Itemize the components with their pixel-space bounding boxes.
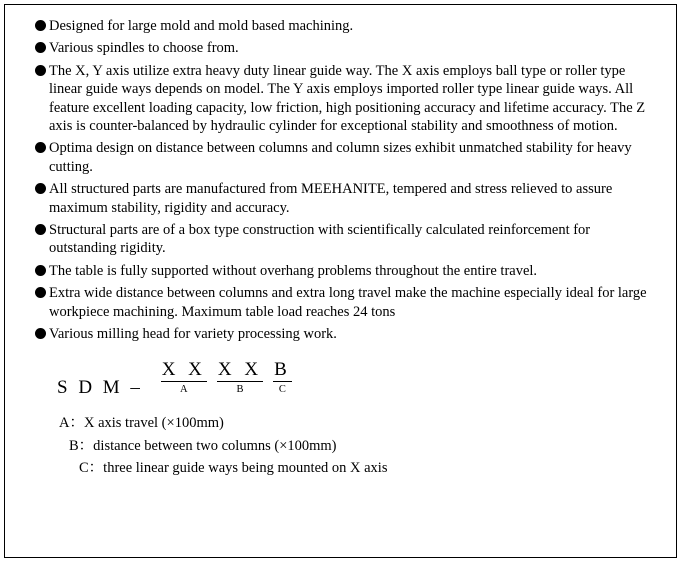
model-code-segment-b xyxy=(217,360,263,396)
list-item xyxy=(35,139,655,176)
document-content xyxy=(35,17,655,480)
feature-bullet-list xyxy=(35,17,655,344)
list-item xyxy=(35,221,655,258)
bullet-dot-icon xyxy=(35,328,46,339)
list-item-text: Various spindles to choose from. xyxy=(49,40,239,57)
model-code-segment-b-chars: X X xyxy=(217,360,263,383)
model-code-prefix: S D M – xyxy=(57,376,151,398)
model-code-line xyxy=(57,360,655,399)
legend-line-b: B：distance between two columns (×100mm) xyxy=(69,437,337,454)
model-code-segment-c-chars: B xyxy=(273,360,292,383)
list-item-text: All structured parts are manufactured from MEEHANITE, tempered and stress relieved to assure maximum stability, rigidity and accuracy. xyxy=(49,181,613,216)
bullet-dot-icon xyxy=(35,287,46,298)
model-code-legend xyxy=(59,412,655,479)
list-item-text: Various milling head for variety processing work. xyxy=(49,326,337,343)
list-item xyxy=(35,325,655,343)
list-item-text: Designed for large mold and mold based machining. xyxy=(49,18,354,34)
bullet-dot-icon xyxy=(35,20,46,31)
bullet-dot-icon xyxy=(35,42,46,53)
list-item-text: Optima design on distance between columns and column sizes exhibit unmatched stability for heavy cutting. xyxy=(49,140,632,175)
model-code-segment-a-chars: X X xyxy=(161,360,207,383)
bullet-dot-icon xyxy=(35,224,46,235)
model-code-segment-b-label: B xyxy=(236,384,244,396)
bullet-dot-icon xyxy=(35,183,46,194)
list-item xyxy=(35,17,655,35)
list-item-text: Extra wide distance between columns and extra long travel make the machine especially ideal for large workpiece machining. Maximum table load reaches 24 tons xyxy=(49,285,647,320)
list-item-text: Structural parts are of a box type construction with scientifically calculated reinforcement for outstanding rigidity. xyxy=(49,222,591,257)
bullet-dot-icon xyxy=(35,265,46,276)
model-code-segment-a xyxy=(161,360,207,396)
list-item xyxy=(35,180,655,217)
bullet-dot-icon xyxy=(35,65,46,76)
list-item xyxy=(35,39,655,57)
model-code-segment-c xyxy=(273,360,292,396)
legend-line-a: A：X axis travel (×100mm) xyxy=(59,415,224,432)
list-item-text: The X, Y axis utilize extra heavy duty linear guide way. The X axis employs ball type or roller type linear guide ways depends on model. The Y axis employs imported roller type linear guide ways. All feature excellent loading capacity, low friction, high positioning accuracy and lifetime accuracy. The Z axis is counter-balanced by hydraulic cylinder for exceptional stability and smoothness of motion. xyxy=(49,62,646,135)
model-code-block xyxy=(57,360,655,399)
bullet-dot-icon xyxy=(35,142,46,153)
model-code-segment-c-label: C xyxy=(278,384,286,396)
list-item xyxy=(35,284,655,321)
list-item-text: The table is fully supported without overhang problems throughout the entire travel. xyxy=(49,262,538,279)
document-border-frame xyxy=(4,4,677,558)
model-code-segment-a-label: A xyxy=(179,384,188,396)
list-item xyxy=(35,262,655,280)
legend-line-c: C：three linear guide ways being mounted on X axis xyxy=(79,460,388,477)
list-item xyxy=(35,62,655,136)
